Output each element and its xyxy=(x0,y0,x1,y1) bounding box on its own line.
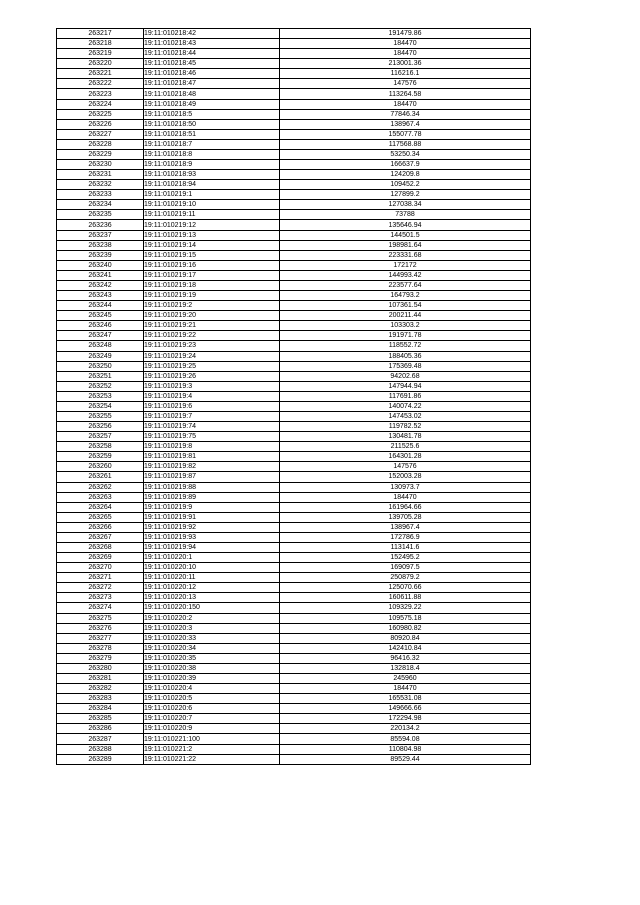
value-cell: 220134.2 xyxy=(280,724,531,734)
record-id-cell: 263236 xyxy=(57,220,144,230)
cadastral-number-cell: 19:11:010218:47 xyxy=(144,79,280,89)
record-id-cell: 263221 xyxy=(57,69,144,79)
record-id-cell: 263270 xyxy=(57,563,144,573)
table-row xyxy=(57,331,531,341)
value-cell: 113264.58 xyxy=(280,89,531,99)
cadastral-number-cell: 19:11:010221:22 xyxy=(144,754,280,764)
value-cell: 184470 xyxy=(280,99,531,109)
record-id-cell: 263273 xyxy=(57,593,144,603)
table-row xyxy=(57,129,531,139)
value-cell: 80920.84 xyxy=(280,633,531,643)
record-id-cell: 263219 xyxy=(57,49,144,59)
cadastral-number-cell: 19:11:010219:12 xyxy=(144,220,280,230)
cadastral-number-cell: 19:11:010219:19 xyxy=(144,291,280,301)
value-cell: 89529.44 xyxy=(280,754,531,764)
table-row xyxy=(57,240,531,250)
record-id-cell: 263238 xyxy=(57,240,144,250)
cadastral-number-cell: 19:11:010218:44 xyxy=(144,49,280,59)
value-cell: 144501.5 xyxy=(280,230,531,240)
cadastral-number-cell: 19:11:010220:38 xyxy=(144,663,280,673)
value-cell: 191479.86 xyxy=(280,29,531,39)
table-row xyxy=(57,623,531,633)
cadastral-number-cell: 19:11:010220:5 xyxy=(144,694,280,704)
value-cell: 160980.82 xyxy=(280,623,531,633)
record-id-cell: 263218 xyxy=(57,39,144,49)
value-cell: 118552.72 xyxy=(280,341,531,351)
cadastral-number-cell: 19:11:010221:2 xyxy=(144,744,280,754)
value-cell: 191971.78 xyxy=(280,331,531,341)
cadastral-number-cell: 19:11:010220:3 xyxy=(144,623,280,633)
record-id-cell: 263241 xyxy=(57,270,144,280)
cadastral-number-cell: 19:11:010219:25 xyxy=(144,361,280,371)
record-id-cell: 263289 xyxy=(57,754,144,764)
record-id-cell: 263252 xyxy=(57,381,144,391)
cadastral-number-cell: 19:11:010219:87 xyxy=(144,472,280,482)
value-cell: 138967.4 xyxy=(280,119,531,129)
value-cell: 117568.88 xyxy=(280,139,531,149)
cadastral-number-cell: 19:11:010219:21 xyxy=(144,321,280,331)
value-cell: 175369.48 xyxy=(280,361,531,371)
table-row xyxy=(57,442,531,452)
value-cell: 77846.34 xyxy=(280,109,531,119)
cadastral-number-cell: 19:11:010218:8 xyxy=(144,149,280,159)
cadastral-number-cell: 19:11:010220:10 xyxy=(144,563,280,573)
value-cell: 147576 xyxy=(280,79,531,89)
record-id-cell: 263283 xyxy=(57,694,144,704)
record-id-cell: 263258 xyxy=(57,442,144,452)
cadastral-number-cell: 19:11:010218:93 xyxy=(144,170,280,180)
record-id-cell: 263224 xyxy=(57,99,144,109)
value-cell: 119782.52 xyxy=(280,422,531,432)
value-cell: 161964.66 xyxy=(280,502,531,512)
value-cell: 142410.84 xyxy=(280,643,531,653)
record-id-cell: 263229 xyxy=(57,149,144,159)
record-id-cell: 263223 xyxy=(57,89,144,99)
value-cell: 152495.2 xyxy=(280,553,531,563)
record-id-cell: 263281 xyxy=(57,674,144,684)
record-id-cell: 263257 xyxy=(57,432,144,442)
table-row xyxy=(57,230,531,240)
cadastral-number-cell: 19:11:010219:3 xyxy=(144,381,280,391)
value-cell: 132818.4 xyxy=(280,663,531,673)
cadastral-number-cell: 19:11:010219:92 xyxy=(144,522,280,532)
table-row xyxy=(57,401,531,411)
record-id-cell: 263288 xyxy=(57,744,144,754)
table-row xyxy=(57,744,531,754)
cadastral-number-cell: 19:11:010219:20 xyxy=(144,311,280,321)
value-cell: 147453.02 xyxy=(280,411,531,421)
table-row xyxy=(57,220,531,230)
cadastral-number-cell: 19:11:010219:91 xyxy=(144,512,280,522)
value-cell: 130481.78 xyxy=(280,432,531,442)
value-cell: 155077.78 xyxy=(280,129,531,139)
record-id-cell: 263266 xyxy=(57,522,144,532)
cadastral-number-cell: 19:11:010220:12 xyxy=(144,583,280,593)
cadastral-number-cell: 19:11:010219:88 xyxy=(144,482,280,492)
value-cell: 147576 xyxy=(280,462,531,472)
cadastral-number-cell: 19:11:010219:13 xyxy=(144,230,280,240)
table-row xyxy=(57,149,531,159)
value-cell: 223577.64 xyxy=(280,280,531,290)
value-cell: 164793.2 xyxy=(280,291,531,301)
record-id-cell: 263255 xyxy=(57,411,144,421)
record-id-cell: 263251 xyxy=(57,371,144,381)
value-cell: 188405.36 xyxy=(280,351,531,361)
value-cell: 139705.28 xyxy=(280,512,531,522)
cadastral-number-cell: 19:11:010219:24 xyxy=(144,351,280,361)
table-row xyxy=(57,170,531,180)
record-id-cell: 263230 xyxy=(57,160,144,170)
table-row xyxy=(57,371,531,381)
record-id-cell: 263222 xyxy=(57,79,144,89)
value-cell: 127899.2 xyxy=(280,190,531,200)
value-cell: 135646.94 xyxy=(280,220,531,230)
cadastral-number-cell: 19:11:010221:100 xyxy=(144,734,280,744)
table-row xyxy=(57,462,531,472)
record-id-cell: 263286 xyxy=(57,724,144,734)
cadastral-number-cell: 19:11:010220:35 xyxy=(144,653,280,663)
record-id-cell: 263277 xyxy=(57,633,144,643)
value-cell: 166637.9 xyxy=(280,160,531,170)
table-row xyxy=(57,381,531,391)
cadastral-number-cell: 19:11:010218:9 xyxy=(144,160,280,170)
record-id-cell: 263263 xyxy=(57,492,144,502)
table-row xyxy=(57,502,531,512)
table-row xyxy=(57,432,531,442)
cadastral-number-cell: 19:11:010218:43 xyxy=(144,39,280,49)
record-id-cell: 263276 xyxy=(57,623,144,633)
value-cell: 140074.22 xyxy=(280,401,531,411)
value-cell: 200211.44 xyxy=(280,311,531,321)
table-row xyxy=(57,583,531,593)
record-id-cell: 263287 xyxy=(57,734,144,744)
record-id-cell: 263245 xyxy=(57,311,144,321)
table-row xyxy=(57,724,531,734)
record-id-cell: 263226 xyxy=(57,119,144,129)
record-id-cell: 263246 xyxy=(57,321,144,331)
value-cell: 160611.88 xyxy=(280,593,531,603)
cadastral-number-cell: 19:11:010219:7 xyxy=(144,411,280,421)
record-id-cell: 263242 xyxy=(57,280,144,290)
cadastral-number-cell: 19:11:010219:26 xyxy=(144,371,280,381)
value-cell: 124209.8 xyxy=(280,170,531,180)
value-cell: 152003.28 xyxy=(280,472,531,482)
record-id-cell: 263227 xyxy=(57,129,144,139)
cadastral-number-cell: 19:11:010219:17 xyxy=(144,270,280,280)
cadastral-number-cell: 19:11:010219:18 xyxy=(144,280,280,290)
cadastral-number-cell: 19:11:010219:10 xyxy=(144,200,280,210)
table-row xyxy=(57,522,531,532)
value-cell: 109329.22 xyxy=(280,603,531,613)
cadastral-number-cell: 19:11:010220:9 xyxy=(144,724,280,734)
cadastral-number-cell: 19:11:010218:42 xyxy=(144,29,280,39)
value-cell: 144993.42 xyxy=(280,270,531,280)
cadastral-number-cell: 19:11:010219:81 xyxy=(144,452,280,462)
record-id-cell: 263285 xyxy=(57,714,144,724)
table-row xyxy=(57,341,531,351)
value-cell: 53250.34 xyxy=(280,149,531,159)
table-row xyxy=(57,79,531,89)
record-id-cell: 263253 xyxy=(57,391,144,401)
record-id-cell: 263267 xyxy=(57,532,144,542)
table-row xyxy=(57,613,531,623)
value-cell: 127038.34 xyxy=(280,200,531,210)
table-row xyxy=(57,69,531,79)
table-row xyxy=(57,99,531,109)
table-row xyxy=(57,532,531,542)
record-id-cell: 263275 xyxy=(57,613,144,623)
cadastral-number-cell: 19:11:010219:16 xyxy=(144,260,280,270)
cadastral-number-cell: 19:11:010218:7 xyxy=(144,139,280,149)
cadastral-number-cell: 19:11:010219:1 xyxy=(144,190,280,200)
table-body xyxy=(57,29,531,765)
cadastral-number-cell: 19:11:010218:51 xyxy=(144,129,280,139)
record-id-cell: 263282 xyxy=(57,684,144,694)
table-row xyxy=(57,260,531,270)
value-cell: 184470 xyxy=(280,492,531,502)
cadastral-number-cell: 19:11:010220:11 xyxy=(144,573,280,583)
table-row xyxy=(57,351,531,361)
table-row xyxy=(57,452,531,462)
cadastral-number-cell: 19:11:010218:5 xyxy=(144,109,280,119)
cadastral-number-cell: 19:11:010219:93 xyxy=(144,532,280,542)
record-id-cell: 263235 xyxy=(57,210,144,220)
table-row xyxy=(57,593,531,603)
table-row xyxy=(57,59,531,69)
data-table xyxy=(56,28,531,765)
record-id-cell: 263228 xyxy=(57,139,144,149)
cadastral-number-cell: 19:11:010219:89 xyxy=(144,492,280,502)
value-cell: 184470 xyxy=(280,684,531,694)
record-id-cell: 263234 xyxy=(57,200,144,210)
table-row xyxy=(57,482,531,492)
table-row xyxy=(57,573,531,583)
table-row xyxy=(57,422,531,432)
table-row xyxy=(57,643,531,653)
cadastral-number-cell: 19:11:010219:15 xyxy=(144,250,280,260)
table-row xyxy=(57,391,531,401)
value-cell: 172172 xyxy=(280,260,531,270)
record-id-cell: 263269 xyxy=(57,553,144,563)
record-id-cell: 263250 xyxy=(57,361,144,371)
table-row xyxy=(57,321,531,331)
cadastral-number-cell: 19:11:010219:4 xyxy=(144,391,280,401)
cadastral-number-cell: 19:11:010219:11 xyxy=(144,210,280,220)
value-cell: 165531.08 xyxy=(280,694,531,704)
cadastral-number-cell: 19:11:010219:75 xyxy=(144,432,280,442)
table-row xyxy=(57,180,531,190)
table-row xyxy=(57,49,531,59)
cadastral-number-cell: 19:11:010219:74 xyxy=(144,422,280,432)
record-id-cell: 263272 xyxy=(57,583,144,593)
record-id-cell: 263247 xyxy=(57,331,144,341)
table-row xyxy=(57,553,531,563)
table-row xyxy=(57,270,531,280)
table-row xyxy=(57,190,531,200)
table-row xyxy=(57,311,531,321)
record-id-cell: 263231 xyxy=(57,170,144,180)
cadastral-number-cell: 19:11:010218:49 xyxy=(144,99,280,109)
record-id-cell: 263244 xyxy=(57,301,144,311)
value-cell: 169097.5 xyxy=(280,563,531,573)
cadastral-number-cell: 19:11:010218:50 xyxy=(144,119,280,129)
record-id-cell: 263268 xyxy=(57,542,144,552)
cadastral-number-cell: 19:11:010219:9 xyxy=(144,502,280,512)
record-id-cell: 263256 xyxy=(57,422,144,432)
record-id-cell: 263271 xyxy=(57,573,144,583)
record-id-cell: 263284 xyxy=(57,704,144,714)
table-row xyxy=(57,512,531,522)
cadastral-number-cell: 19:11:010220:2 xyxy=(144,613,280,623)
cadastral-number-cell: 19:11:010220:1 xyxy=(144,553,280,563)
cadastral-number-cell: 19:11:010219:23 xyxy=(144,341,280,351)
record-id-cell: 263264 xyxy=(57,502,144,512)
value-cell: 172786.9 xyxy=(280,532,531,542)
table-row xyxy=(57,704,531,714)
value-cell: 130973.7 xyxy=(280,482,531,492)
table-row xyxy=(57,89,531,99)
record-id-cell: 263262 xyxy=(57,482,144,492)
value-cell: 116216.1 xyxy=(280,69,531,79)
cadastral-number-cell: 19:11:010220:4 xyxy=(144,684,280,694)
value-cell: 103303.2 xyxy=(280,321,531,331)
record-id-cell: 263237 xyxy=(57,230,144,240)
record-id-cell: 263265 xyxy=(57,512,144,522)
value-cell: 113141.6 xyxy=(280,542,531,552)
table-row xyxy=(57,361,531,371)
table-row xyxy=(57,39,531,49)
record-id-cell: 263217 xyxy=(57,29,144,39)
value-cell: 223331.68 xyxy=(280,250,531,260)
record-id-cell: 263249 xyxy=(57,351,144,361)
cadastral-number-cell: 19:11:010219:22 xyxy=(144,331,280,341)
table-row xyxy=(57,210,531,220)
cadastral-number-cell: 19:11:010219:14 xyxy=(144,240,280,250)
value-cell: 211525.6 xyxy=(280,442,531,452)
table-row xyxy=(57,542,531,552)
cadastral-number-cell: 19:11:010218:48 xyxy=(144,89,280,99)
table-row xyxy=(57,754,531,764)
cadastral-number-cell: 19:11:010219:94 xyxy=(144,542,280,552)
cadastral-number-cell: 19:11:010218:46 xyxy=(144,69,280,79)
value-cell: 94202.68 xyxy=(280,371,531,381)
table-row xyxy=(57,119,531,129)
cadastral-number-cell: 19:11:010219:2 xyxy=(144,301,280,311)
table-row xyxy=(57,563,531,573)
cadastral-number-cell: 19:11:010220:34 xyxy=(144,643,280,653)
record-id-cell: 263220 xyxy=(57,59,144,69)
cadastral-number-cell: 19:11:010220:13 xyxy=(144,593,280,603)
table-row xyxy=(57,472,531,482)
record-id-cell: 263259 xyxy=(57,452,144,462)
table-row xyxy=(57,684,531,694)
table-row xyxy=(57,301,531,311)
cadastral-number-cell: 19:11:010219:8 xyxy=(144,442,280,452)
value-cell: 184470 xyxy=(280,39,531,49)
cadastral-number-cell: 19:11:010218:45 xyxy=(144,59,280,69)
table-row xyxy=(57,250,531,260)
cadastral-number-cell: 19:11:010219:82 xyxy=(144,462,280,472)
table-row xyxy=(57,280,531,290)
table-row xyxy=(57,694,531,704)
record-id-cell: 263225 xyxy=(57,109,144,119)
value-cell: 198981.64 xyxy=(280,240,531,250)
cadastral-number-cell: 19:11:010218:94 xyxy=(144,180,280,190)
value-cell: 138967.4 xyxy=(280,522,531,532)
table-row xyxy=(57,714,531,724)
value-cell: 172294.98 xyxy=(280,714,531,724)
record-id-cell: 263274 xyxy=(57,603,144,613)
value-cell: 147944.94 xyxy=(280,381,531,391)
record-id-cell: 263279 xyxy=(57,653,144,663)
table-row xyxy=(57,139,531,149)
record-id-cell: 263261 xyxy=(57,472,144,482)
record-id-cell: 263248 xyxy=(57,341,144,351)
record-id-cell: 263243 xyxy=(57,291,144,301)
value-cell: 107361.54 xyxy=(280,301,531,311)
table-row xyxy=(57,411,531,421)
value-cell: 213001.36 xyxy=(280,59,531,69)
table-row xyxy=(57,291,531,301)
value-cell: 149666.66 xyxy=(280,704,531,714)
cadastral-number-cell: 19:11:010220:150 xyxy=(144,603,280,613)
value-cell: 110804.98 xyxy=(280,744,531,754)
cadastral-number-cell: 19:11:010220:7 xyxy=(144,714,280,724)
record-id-cell: 263240 xyxy=(57,260,144,270)
record-id-cell: 263232 xyxy=(57,180,144,190)
cadastral-number-cell: 19:11:010220:39 xyxy=(144,674,280,684)
table-row xyxy=(57,603,531,613)
cadastral-number-cell: 19:11:010220:33 xyxy=(144,633,280,643)
record-id-cell: 263280 xyxy=(57,663,144,673)
table-row xyxy=(57,200,531,210)
value-cell: 109452.2 xyxy=(280,180,531,190)
value-cell: 184470 xyxy=(280,49,531,59)
record-id-cell: 263260 xyxy=(57,462,144,472)
record-id-cell: 263278 xyxy=(57,643,144,653)
cadastral-number-cell: 19:11:010219:6 xyxy=(144,401,280,411)
table-row xyxy=(57,674,531,684)
value-cell: 109575.18 xyxy=(280,613,531,623)
table-row xyxy=(57,160,531,170)
table-row xyxy=(57,109,531,119)
record-id-cell: 263239 xyxy=(57,250,144,260)
cadastral-number-cell: 19:11:010220:6 xyxy=(144,704,280,714)
table-row xyxy=(57,633,531,643)
table-row xyxy=(57,492,531,502)
record-id-cell: 263233 xyxy=(57,190,144,200)
table-row xyxy=(57,663,531,673)
value-cell: 164301.28 xyxy=(280,452,531,462)
table-row xyxy=(57,29,531,39)
record-id-cell: 263254 xyxy=(57,401,144,411)
table-row xyxy=(57,653,531,663)
value-cell: 250879.2 xyxy=(280,573,531,583)
value-cell: 117691.86 xyxy=(280,391,531,401)
value-cell: 245960 xyxy=(280,674,531,684)
value-cell: 125070.66 xyxy=(280,583,531,593)
table-row xyxy=(57,734,531,744)
value-cell: 96416.32 xyxy=(280,653,531,663)
value-cell: 73788 xyxy=(280,210,531,220)
value-cell: 85594.08 xyxy=(280,734,531,744)
